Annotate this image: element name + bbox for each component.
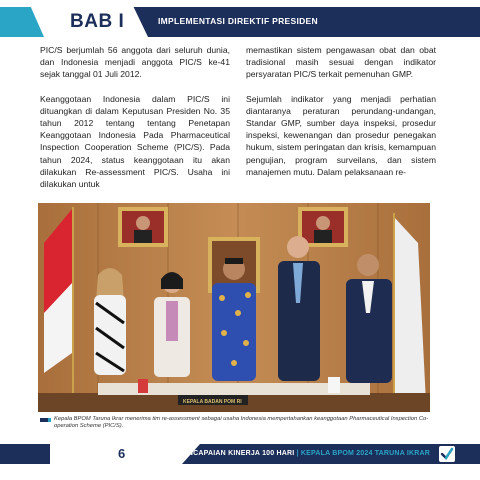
caption-marker-accent — [48, 418, 51, 422]
name-sign: KEPALA BADAN POM RI — [183, 399, 242, 405]
page-number: 6 — [118, 446, 126, 461]
footer-title-main: PENCAPAIAN KINERJA 100 HARI — [178, 450, 295, 457]
footer-title — [178, 450, 430, 457]
footer-subtitle: KEPALA BPOM 2024 TARUNA IKRAR — [300, 450, 430, 457]
page-footer — [0, 444, 480, 464]
text-column-left — [40, 44, 230, 202]
chapter-label: BAB I — [70, 11, 125, 32]
caption-text: Kepala BPOM Taruna Ikrar menerima tim re-assessment sebagai usaha Indonesia mempertahankan keanggotaan Pharmaceutical Inspection Co-operation Scheme (PIC/S). — [54, 416, 429, 430]
text-column-right — [246, 44, 436, 190]
paragraph: Sejumlah indikator yang menjadi perhatian diantaranya peraturan perundang-undangan, Standar GMP, sumber daya inspeksi, prosedur inspeksi, kewenangan dan prosedur penegakan hukum, sistem peringatan dan krisis, kemampuan pengujian, program surveilans, dan sistem manajemen mutu. Dalam pelaksanaan re- — [246, 93, 436, 177]
paragraph: PIC/S berjumlah 56 anggota dari seluruh dunia, dan Indonesia menjadi anggota PIC/S ke-41 sejak tanggal 01 Juli 2012. — [40, 45, 230, 80]
caption-marker-icon — [40, 418, 48, 422]
paragraph: memastikan sistem pengawasan obat dan obat tradisional masih sesuai dengan indikator persyaratan PIC/S terkait pemenuhan GMP. — [246, 45, 436, 80]
photo-caption — [40, 416, 432, 431]
page-header — [0, 7, 480, 37]
meeting-photo-illustration — [38, 203, 430, 412]
check-logo-icon — [439, 446, 455, 462]
section-title: IMPLEMENTASI DIREKTIF PRESIDEN — [158, 16, 318, 26]
paragraph: Keanggotaan Indonesia dalam PIC/S ini dituangkan di dalam Keputusan Presiden No. 35 tahun 2012 tentang tentang Penetapan Keanggotaan Indonesia Pada Pharmaceutical Inspection Cooperation Scheme (PIC/S). Pada tahun 2024, status keanggotaan itu akan dilakukan Re-assessment PIC/S. Usaha ini dilakukan untuk — [40, 93, 230, 190]
meeting-photo — [38, 203, 430, 412]
footer-separator: | — [296, 450, 299, 457]
